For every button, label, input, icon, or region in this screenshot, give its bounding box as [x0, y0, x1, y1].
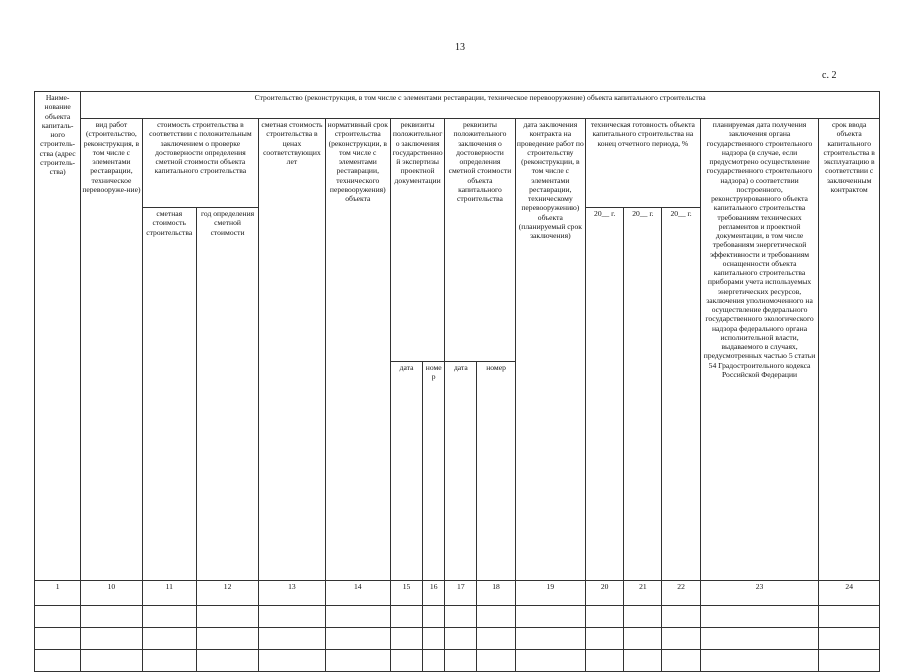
empty-cell — [325, 628, 390, 650]
col-number: 12 — [196, 581, 258, 606]
header-contract-date: дата заключения контракта на проведение работ по строительству (реконструкции, в том числе с элементами реставрации, техническому перевооружению) объекта (планируемый срок заключения) — [515, 119, 585, 581]
empty-cell — [586, 628, 624, 650]
empty-cell — [81, 628, 142, 650]
col-number: 16 — [423, 581, 445, 606]
empty-cell — [515, 606, 585, 628]
col-number: 21 — [624, 581, 662, 606]
empty-cell — [586, 650, 624, 672]
col-number: 15 — [390, 581, 422, 606]
empty-cell — [325, 606, 390, 628]
sheet-label: с. 2 — [822, 70, 837, 81]
empty-cell — [624, 650, 662, 672]
col-number: 17 — [445, 581, 477, 606]
header-reliability-details: реквизиты положительного заключения о достоверности определения сметной стоимости объекта капитального строительства — [445, 119, 515, 362]
empty-cell — [700, 628, 819, 650]
header-readiness: техническая готовность объекта капитального строительства на конец отчетного периода, % — [586, 119, 701, 208]
empty-cell — [515, 628, 585, 650]
empty-cell — [423, 650, 445, 672]
empty-cell — [259, 650, 325, 672]
header-object-name: Наиме-нование объекта капиталь-ного строитель-ства (адрес строитель-ства) — [35, 92, 81, 581]
empty-cell — [196, 650, 258, 672]
header-supervision-date: планируемая дата получения заключения органа государственного строительного надзора (в случае, если предусмотрено осуществление государственного строительного надзора) о соответствии построенного, реконструированного объекта капитального строительства требованиям технических регламентов и проектной документации, в том числе требованиям энергетической эффективности и требованиям оснащенности объекта капитального строительства приборами учета используемых энергетических ресурсов, заключения уполномоченного на осуществление федерального государственного экологического надзора федерального органа исполнительной власти, выдаваемого в случаях, предусмотренных частью 5 статьи 54 Градостроительного кодекса Российской Федерации — [700, 119, 819, 581]
header-work-type: вид работ (строительство, реконструкция, в том числе с элементами реставрации, техническое перевооруже-ние) — [81, 119, 142, 581]
col-number: 10 — [81, 581, 142, 606]
empty-cell — [477, 628, 515, 650]
header-cost-year: год определения сметной стоимости — [196, 208, 258, 581]
empty-cell — [624, 628, 662, 650]
col-number: 22 — [662, 581, 700, 606]
empty-cell — [390, 606, 422, 628]
empty-cell — [445, 606, 477, 628]
col-number: 20 — [586, 581, 624, 606]
header-year-22: 20__ г. — [662, 208, 700, 581]
empty-cell — [259, 628, 325, 650]
empty-cell — [586, 606, 624, 628]
empty-cell — [662, 650, 700, 672]
empty-cell — [390, 650, 422, 672]
col-number: 23 — [700, 581, 819, 606]
col-number: 1 — [35, 581, 81, 606]
header-number-16: номер — [423, 362, 445, 581]
page-number: 13 — [455, 42, 465, 53]
empty-cell — [700, 650, 819, 672]
header-construction-title: Строительство (реконструкция, в том числе с элементами реставрации, техническое перевооружение) объекта капитального строительства — [81, 92, 880, 119]
empty-cell — [325, 650, 390, 672]
header-commissioning-term: срок ввода объекта капитального строительства в эксплуатацию в соответствии с заключенным контрактом — [819, 119, 880, 581]
empty-cell — [477, 606, 515, 628]
empty-cell — [35, 628, 81, 650]
empty-cell — [196, 628, 258, 650]
empty-cell — [515, 650, 585, 672]
empty-cell — [142, 650, 196, 672]
empty-cell — [700, 606, 819, 628]
empty-cell — [81, 606, 142, 628]
col-number: 18 — [477, 581, 515, 606]
empty-cell — [662, 628, 700, 650]
col-number: 11 — [142, 581, 196, 606]
header-estimated-cost: сметная стоимость строительства — [142, 208, 196, 581]
empty-cell — [819, 606, 880, 628]
empty-cell — [35, 606, 81, 628]
header-expertise-details: реквизиты положительного заключения государственной экспертизы проектной документации — [390, 119, 444, 362]
empty-cell — [662, 606, 700, 628]
empty-cell — [445, 650, 477, 672]
header-date-17: дата — [445, 362, 477, 581]
empty-cell — [390, 628, 422, 650]
empty-cell — [445, 628, 477, 650]
empty-cell — [259, 606, 325, 628]
header-year-20: 20__ г. — [586, 208, 624, 581]
header-normative-term: нормативный срок строительства (реконструкции, в том числе с элементами реставрации, технического перевооружения) объекта — [325, 119, 390, 581]
col-number: 14 — [325, 581, 390, 606]
empty-cell — [423, 628, 445, 650]
empty-cell — [819, 650, 880, 672]
header-cost-conclusion: стоимость строительства в соответствии с положительным заключением о проверке достоверности определения сметной стоимости объекта капитального строительства — [142, 119, 259, 208]
header-year-21: 20__ г. — [624, 208, 662, 581]
empty-cell — [35, 650, 81, 672]
empty-cell — [477, 650, 515, 672]
empty-cell — [142, 628, 196, 650]
col-number: 13 — [259, 581, 325, 606]
empty-cell — [81, 650, 142, 672]
empty-cell — [196, 606, 258, 628]
header-date-15: дата — [390, 362, 422, 581]
empty-cell — [142, 606, 196, 628]
empty-cell — [423, 606, 445, 628]
empty-cell — [624, 606, 662, 628]
header-cost-prices: сметная стоимость строительства в ценах соответствующих лет — [259, 119, 325, 581]
empty-cell — [819, 628, 880, 650]
header-number-18: номер — [477, 362, 515, 581]
data-table — [34, 91, 880, 672]
col-number: 24 — [819, 581, 880, 606]
col-number: 19 — [515, 581, 585, 606]
